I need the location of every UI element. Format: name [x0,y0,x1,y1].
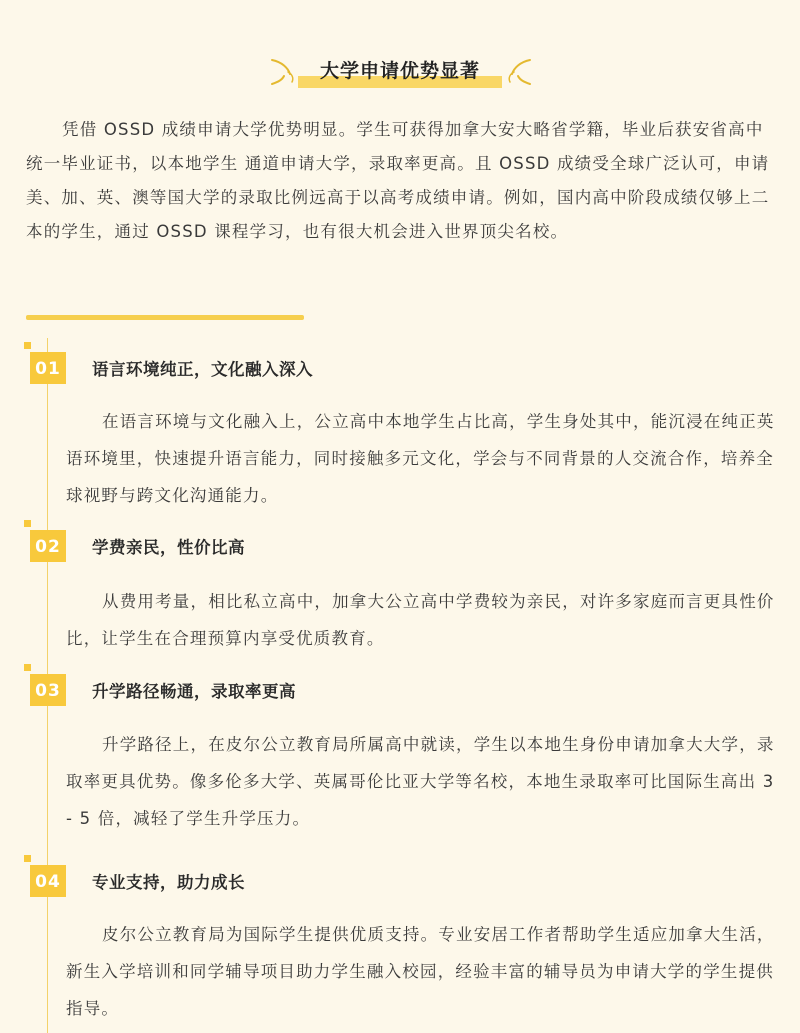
right-swirl-icon [506,52,534,92]
section-number-badge: 04 [30,865,66,897]
section-number-badge: 03 [30,674,66,706]
section-number-badge: 02 [30,530,66,562]
section-number-badge: 01 [30,352,66,384]
page-header [0,52,800,92]
section-body: 在语言环境与文化融入上，公立高中本地学生占比高，学生身处其中，能沉浸在纯正英语环境里，快速提升语言能力，同时接触多元文化，学会与不同背景的人交流合作，培养全球视野与跨文化沟通能力。 [66,412,775,505]
section-body: 皮尔公立教育局为国际学生提供优质支持。专业安居工作者帮助学生适应加拿大生活，新生入学培训和同学辅导项目助力学生融入校园，经验丰富的辅导员为申请大学的学生提供指导。 [66,925,775,1018]
left-swirl-icon [268,52,296,92]
intro-paragraph: 凭借 OSSD 成绩申请大学优势明显。学生可获得加拿大安大略省学籍，毕业后获安省高中统一毕业证书，以本地学生 通道申请大学，录取率更高。且 OSSD 成绩受全球广泛认可，申请美、加、英、澳等国大学的录取比例远高于以高考成绩申请。例如，国内高中阶段成绩仅够上二本的学生，通过 OSSD 课程学习，也有很大机会进入世界顶尖名校。 [26,120,770,241]
section-title: 升学路径畅通，录取率更高 [92,682,296,701]
section-title: 语言环境纯正，文化融入深入 [92,360,313,379]
page-title: 大学申请优势显著 [319,60,480,82]
divider-bar [26,315,304,320]
section-title: 学费亲民，性价比高 [92,538,245,557]
section-body: 从费用考量，相比私立高中，加拿大公立高中学费较为亲民，对许多家庭而言更具性价比，让学生在合理预算内享受优质教育。 [66,592,775,648]
section-body: 升学路径上，在皮尔公立教育局所属高中就读，学生以本地生身份申请加拿大大学，录取率更具优势。像多伦多大学、英属哥伦比亚大学等名校，本地生录取率可比国际生高出 3 - 5 倍，减轻了学生升学压力。 [66,735,775,828]
section-title: 专业支持，助力成长 [92,873,245,892]
